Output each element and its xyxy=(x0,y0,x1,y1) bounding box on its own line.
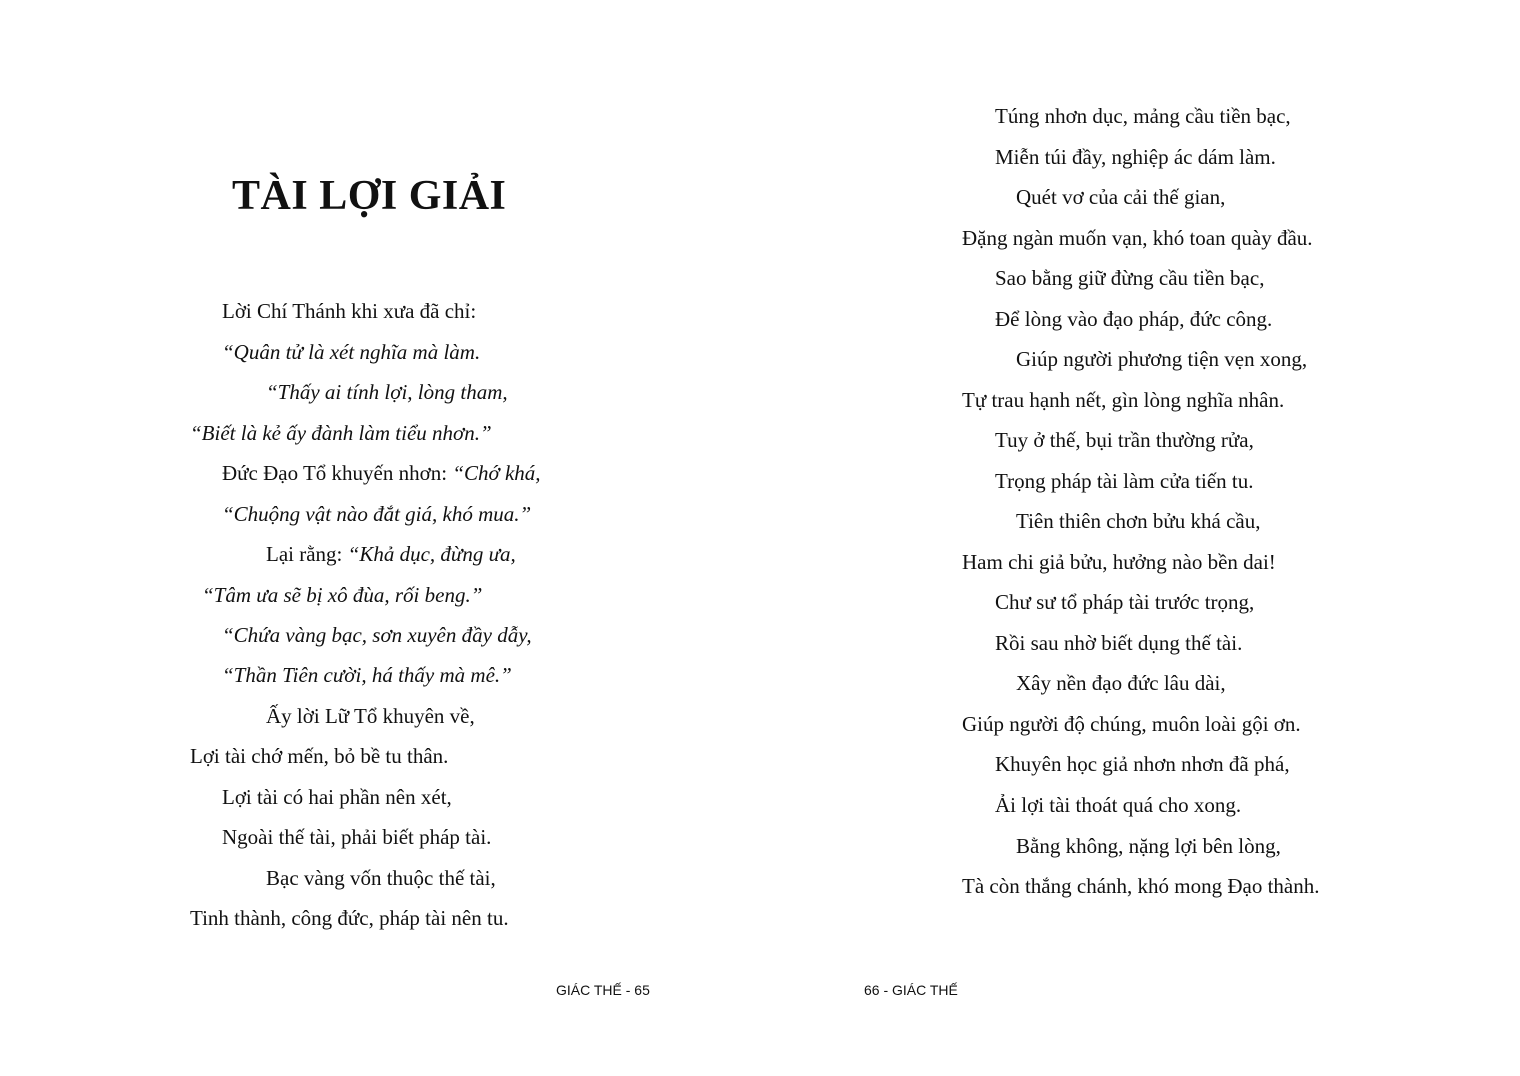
verse-line: Xây nền đạo đức lâu dài, xyxy=(1016,671,1226,695)
verse-line: “Thấy ai tính lợi, lòng tham, xyxy=(266,380,508,404)
verse-line: Tinh thành, công đức, pháp tài nên tu. xyxy=(190,906,509,930)
verse-line: Túng nhơn dục, mảng cầu tiền bạc, xyxy=(995,104,1291,128)
verse-line: Lợi tài chớ mến, bỏ bề tu thân. xyxy=(190,744,449,768)
verse-line: Đặng ngàn muốn vạn, khó toan quày đầu. xyxy=(962,226,1313,250)
verse-line: Tà còn thắng chánh, khó mong Đạo thành. xyxy=(962,874,1320,898)
verse-line: “Chứa vàng bạc, sơn xuyên đầy dẫy, xyxy=(222,623,532,647)
verse-line: Trọng pháp tài làm cửa tiến tu. xyxy=(995,469,1254,493)
verse-line: Tự trau hạnh nết, gìn lòng nghĩa nhân. xyxy=(962,388,1285,412)
verse-line: “Chuộng vật nào đắt giá, khó mua.” xyxy=(222,502,532,526)
verse-line: Lợi tài có hai phần nên xét, xyxy=(222,785,452,809)
verse-line: Lời Chí Thánh khi xưa đã chỉ: xyxy=(222,299,477,323)
verse-line: “Thần Tiên cười, há thấy mà mê.” xyxy=(222,663,512,687)
verse-line: Ấy lời Lữ Tổ khuyên về, xyxy=(266,704,475,728)
page-title: TÀI LỢI GIẢI xyxy=(232,173,507,219)
verse-line: Giúp người độ chúng, muôn loài gội ơn. xyxy=(962,712,1301,736)
page-number-footer: 66 - GIÁC THẾ xyxy=(864,982,958,998)
verse-line: Để lòng vào đạo pháp, đức công. xyxy=(995,307,1273,331)
verse-line: Chư sư tổ pháp tài trước trọng, xyxy=(995,590,1255,614)
verse-line: Khuyên học giả nhơn nhơn đã phá, xyxy=(995,752,1290,776)
verse-line: Giúp người phương tiện vẹn xong, xyxy=(1016,347,1308,371)
verse-line: Quét vơ của cải thế gian, xyxy=(1016,185,1226,209)
verse-line: Tiên thiên chơn bửu khá cầu, xyxy=(1016,509,1261,533)
verse-line: Tuy ở thế, bụi trần thường rửa, xyxy=(995,428,1254,452)
verse-line: Ngoài thế tài, phải biết pháp tài. xyxy=(222,825,492,849)
verse-line: Bạc vàng vốn thuộc thế tài, xyxy=(266,866,496,890)
verse-line: Rồi sau nhờ biết dụng thế tài. xyxy=(995,631,1243,655)
verse-line: Bằng không, nặng lợi bên lòng, xyxy=(1016,834,1281,858)
verse-line: Ải lợi tài thoát quá cho xong. xyxy=(995,793,1242,817)
verse-line: Ham chi giả bửu, hưởng nào bền dai! xyxy=(962,550,1276,574)
verse-line: “Quân tử là xét nghĩa mà làm. xyxy=(222,340,481,364)
verse-line: Sao bằng giữ đừng cầu tiền bạc, xyxy=(995,266,1265,290)
right-page xyxy=(760,0,1520,1076)
verse-line: “Tâm ưa sẽ bị xô đùa, rối beng.” xyxy=(202,583,483,607)
verse-line: Miễn túi đầy, nghiệp ác dám làm. xyxy=(995,145,1276,169)
verse-line: Lại rằng: “Khả dục, đừng ưa, xyxy=(266,542,516,566)
verse-line: “Biết là kẻ ấy đành làm tiểu nhơn.” xyxy=(190,421,492,445)
verse-line: Đức Đạo Tổ khuyến nhơn: “Chớ khá, xyxy=(222,461,541,485)
page-number-footer: GIÁC THẾ - 65 xyxy=(556,982,650,998)
